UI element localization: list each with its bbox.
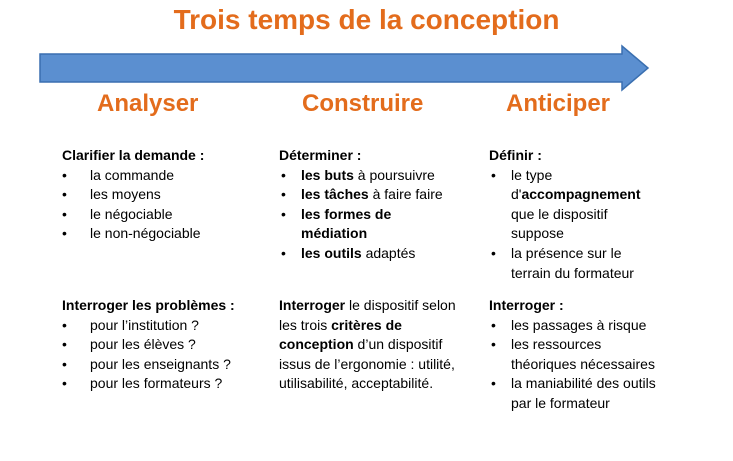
list-item: • les buts à poursuivre	[279, 166, 459, 186]
anticiper-section-2	[489, 296, 659, 414]
list-item: • les formes de médiation	[279, 205, 459, 244]
list-item: • pour l’institution ?	[62, 316, 262, 336]
list-item: • le négociable	[62, 205, 262, 225]
page-title: Trois temps de la conception	[173, 4, 560, 35]
section-title: Clarifier la demande :	[62, 147, 205, 163]
column-heading-construire: Construire	[302, 90, 424, 117]
section-title: Interroger les problèmes :	[62, 297, 235, 313]
section-title: Interroger :	[489, 297, 564, 313]
list-item: • la maniabilité des outils par le formateur	[489, 374, 659, 413]
anticiper-section-1	[489, 146, 659, 283]
list-item: • le type d'accompagnement que le dispositif suppose	[489, 166, 659, 244]
bullet-list	[489, 166, 659, 284]
bullet-list	[62, 316, 262, 394]
list-item: • le non-négociable	[62, 224, 262, 244]
section-title: Définir :	[489, 147, 542, 163]
analyser-section-2	[62, 296, 262, 394]
list-item: • pour les élèves ?	[62, 335, 262, 355]
construire-section-1	[279, 146, 459, 264]
list-item: • pour les enseignants ?	[62, 355, 262, 375]
bullet-list	[62, 166, 262, 244]
arrow-shape	[40, 46, 648, 90]
list-item: • la présence sur le terrain du formateur	[489, 244, 659, 283]
list-item: • pour les formateurs ?	[62, 374, 262, 394]
column-heading-analyser: Analyser	[97, 90, 199, 117]
timeline-arrow	[38, 44, 650, 92]
section-title: Déterminer :	[279, 147, 362, 163]
list-item: • les ressources théoriques nécessaires	[489, 335, 659, 374]
list-item: • les moyens	[62, 185, 262, 205]
bullet-list	[279, 166, 459, 264]
column-heading-anticiper: Anticiper	[506, 90, 611, 117]
bullet-list	[489, 316, 659, 414]
interroger-paragraph: Interroger le dispositif selon les trois critères de conception d’un dispositif issus de l’ergonomie : utilité, utilisabilité, acceptabilité.	[279, 297, 456, 392]
list-item: • les passages à risque	[489, 316, 659, 336]
list-item: • les outils adaptés	[279, 244, 459, 264]
list-item: • la commande	[62, 166, 262, 186]
analyser-section-1	[62, 146, 262, 244]
list-item: • les tâches à faire faire	[279, 185, 459, 205]
construire-section-2	[279, 296, 459, 394]
